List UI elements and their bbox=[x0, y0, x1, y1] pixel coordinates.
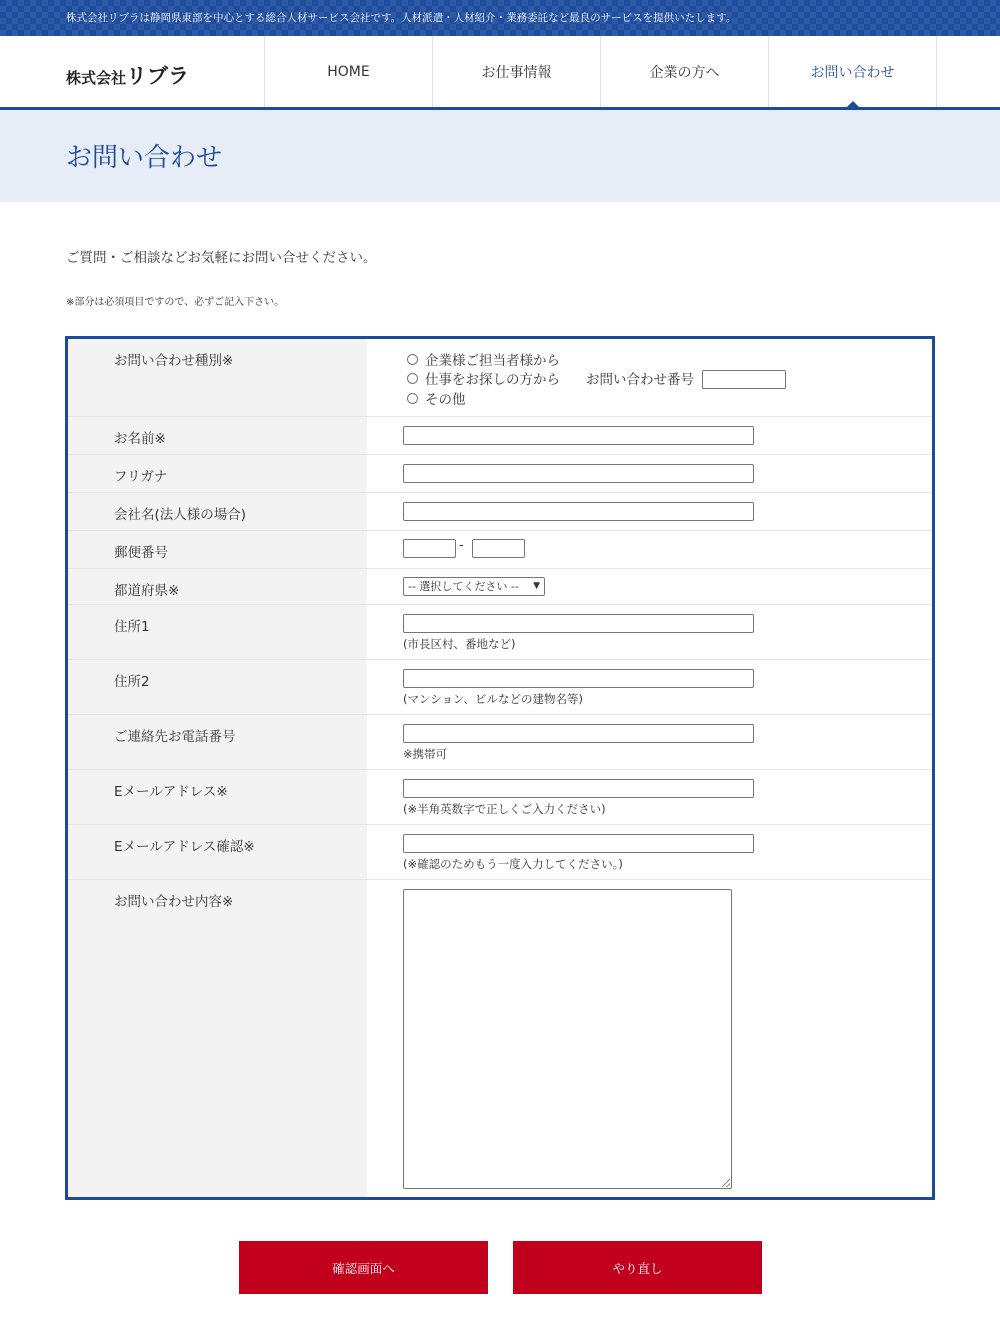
email-input[interactable] bbox=[403, 779, 754, 798]
company-label: 会社名(法人様の場合) bbox=[114, 507, 247, 523]
email-hint: (※半角英数字で正しくご入力ください) bbox=[403, 802, 606, 816]
radio-label: その他 bbox=[425, 392, 466, 408]
zip-label: 郵便番号 bbox=[114, 545, 168, 561]
email-confirm-label: Eメールアドレス確認※ bbox=[114, 839, 255, 855]
email-confirm-hint: (※確認のためもう一度入力してください。) bbox=[403, 857, 623, 871]
top-info-bar bbox=[0, 0, 1000, 36]
nav-item-home[interactable]: HOME bbox=[265, 36, 433, 107]
phone-input[interactable] bbox=[403, 724, 754, 743]
address1-label: 住所1 bbox=[114, 619, 150, 635]
furigana-label: フリガナ bbox=[114, 469, 168, 485]
email-confirm-input[interactable] bbox=[403, 834, 754, 853]
prefecture-label: 都道府県※ bbox=[114, 583, 180, 599]
furigana-input[interactable] bbox=[403, 464, 754, 483]
page-title: お問い合わせ bbox=[66, 143, 223, 173]
site-header bbox=[0, 36, 1000, 110]
site-logo[interactable] bbox=[66, 60, 189, 86]
name-input[interactable] bbox=[403, 426, 754, 445]
logo-name: リブラ bbox=[126, 64, 190, 88]
company-input[interactable] bbox=[403, 502, 754, 521]
phone-hint: ※携帯可 bbox=[403, 747, 448, 761]
chevron-down-icon: ▼ bbox=[533, 581, 540, 591]
address1-hint: (市長区村、番地など) bbox=[403, 637, 516, 651]
address2-label: 住所2 bbox=[114, 674, 150, 690]
prefecture-selected: -- 選択してください -- bbox=[408, 580, 519, 593]
page-title-band bbox=[0, 110, 1000, 202]
contact-form bbox=[65, 336, 935, 1200]
radio-label: 企業様ご担当者様から bbox=[425, 353, 560, 369]
form-fields bbox=[367, 339, 932, 1197]
required-note: ※部分は必須項目ですので、必ずご記入下さい。 bbox=[66, 297, 285, 308]
zip-separator: - bbox=[459, 538, 464, 553]
reset-button[interactable]: やり直し bbox=[513, 1241, 762, 1294]
message-textarea[interactable] bbox=[403, 889, 732, 1189]
resize-handle-icon[interactable] bbox=[722, 1179, 730, 1187]
inquiry-type-label: お問い合わせ種別※ bbox=[114, 353, 234, 369]
address2-hint: (マンション、ビルなどの建物名等) bbox=[403, 692, 584, 706]
address1-input[interactable] bbox=[403, 614, 754, 633]
nav-item-companies[interactable]: 企業の方へ bbox=[601, 36, 769, 107]
prefecture-select[interactable] bbox=[403, 577, 545, 596]
inquiry-number-label: お問い合わせ番号 bbox=[586, 372, 694, 388]
confirm-button[interactable]: 確認画面へ bbox=[239, 1241, 488, 1294]
radio-label: 仕事をお探しの方から bbox=[425, 372, 560, 388]
nav-item-contact-label: お問い合わせ bbox=[810, 64, 895, 81]
phone-label: ご連絡先お電話番号 bbox=[114, 729, 236, 745]
nav-item-jobs[interactable]: お仕事情報 bbox=[433, 36, 601, 107]
active-indicator-icon bbox=[846, 101, 860, 108]
message-label: お問い合わせ内容※ bbox=[114, 894, 234, 910]
address2-input[interactable] bbox=[403, 669, 754, 688]
zip-first-input[interactable] bbox=[403, 539, 456, 558]
zip-second-input[interactable] bbox=[472, 539, 525, 558]
main-nav bbox=[264, 36, 937, 107]
top-info-text: 株式会社リブラは静岡県東部を中心とする総合人材サービス会社です。人材派遣・人材紹介・業務委託など最良のサービスを提供いたします。 bbox=[66, 12, 737, 24]
intro-text: ご質問・ご相談などお気軽にお問い合せください。 bbox=[66, 250, 377, 266]
nav-item-contact[interactable] bbox=[769, 36, 937, 107]
email-label: Eメールアドレス※ bbox=[114, 784, 228, 800]
name-label: お名前※ bbox=[114, 431, 166, 447]
logo-prefix: 株式会社 bbox=[66, 69, 127, 87]
